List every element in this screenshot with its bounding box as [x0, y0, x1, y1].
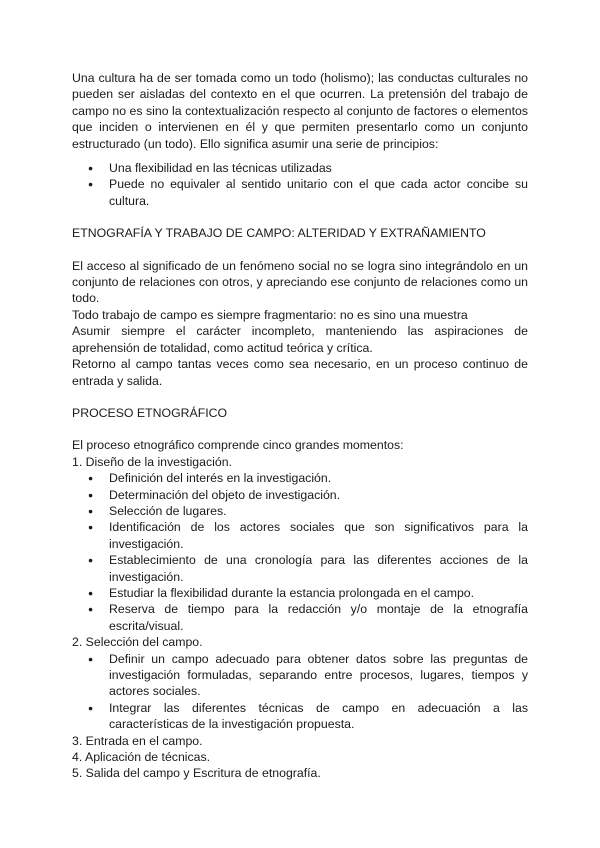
intro-paragraph: Una cultura ha de ser tomada como un todo (holismo); las conductas culturales no pueden ser aisladas del contexto en el que ocurren. La pretensión del trabajo de campo no es sino la contextualización respecto al conjunto de factores o elementos que inciden o intervienen en él y que permiten presentarlo como un conjunto estructurado (un todo). Ello significa asumir una serie de principios: [72, 71, 528, 151]
section1-paragraph: Retorno al campo tantas veces como sea necesario, en un proceso continuo de entrada y salida. [72, 357, 528, 388]
list-item: ● Determinación del objeto de investigación. [72, 487, 528, 503]
list-item: ● Integrar las diferentes técnicas de campo en adecuación a las características de la investigación propuesta. [72, 700, 528, 733]
list-item: ● Identificación de los actores sociales que son significativos para la investigación. [72, 519, 528, 552]
list-item: ● Establecimiento de una cronología para las diferentes acciones de la investigación. [72, 552, 528, 585]
step-2-list [72, 651, 528, 733]
section-heading-etnografia: ETNOGRAFÍA Y TRABAJO DE CAMPO: ALTERIDAD Y EXTRAÑAMIENTO [72, 226, 486, 241]
section1-paragraph: Todo trabajo de campo es siempre fragmentario: no es sino una muestra [72, 307, 468, 322]
step-label: 4. Aplicación de técnicas. [72, 750, 211, 765]
principles-list [72, 160, 528, 209]
list-item: ● Definir un campo adecuado para obtener datos sobre las preguntas de investigación formuladas, separando entre procesos, lugares, tiempos y actores sociales. [72, 651, 528, 700]
section-heading-proceso: PROCESO ETNOGRÁFICO [72, 405, 228, 420]
section1-paragraph: El acceso al significado de un fenómeno social no se logra sino integrándolo en un conjunto de relaciones con otros, y apreciando ese conjunto de relaciones como un todo. [72, 258, 528, 306]
list-item: ● Una flexibilidad en las técnicas utilizadas [72, 160, 528, 176]
step-label: 1. Diseño de la investigación. [72, 454, 232, 469]
section1-paragraph: Asumir siempre el carácter incompleto, manteniendo las aspiraciones de aprehensión de totalidad, como actitud teórica y crítica. [72, 324, 528, 355]
list-item: ● Reserva de tiempo para la redacción y/o montaje de la etnografía escrita/visual. [72, 601, 528, 634]
list-item: ● Puede no equivaler al sentido unitario con el que cada actor concibe su cultura. [72, 176, 528, 209]
document-page [72, 70, 528, 782]
step-1-list [72, 470, 528, 634]
step-label: 3. Entrada en el campo. [72, 733, 203, 748]
list-item: ● Definición del interés en la investigación. [72, 470, 528, 486]
list-item: ● Estudiar la flexibilidad durante la estancia prolongada en el campo. [72, 585, 528, 601]
list-item: ● Selección de lugares. [72, 503, 528, 519]
section2-intro: El proceso etnográfico comprende cinco grandes momentos: [72, 438, 404, 453]
step-label: 5. Salida del campo y Escritura de etnografía. [72, 766, 321, 781]
step-label: 2. Selección del campo. [72, 635, 203, 650]
